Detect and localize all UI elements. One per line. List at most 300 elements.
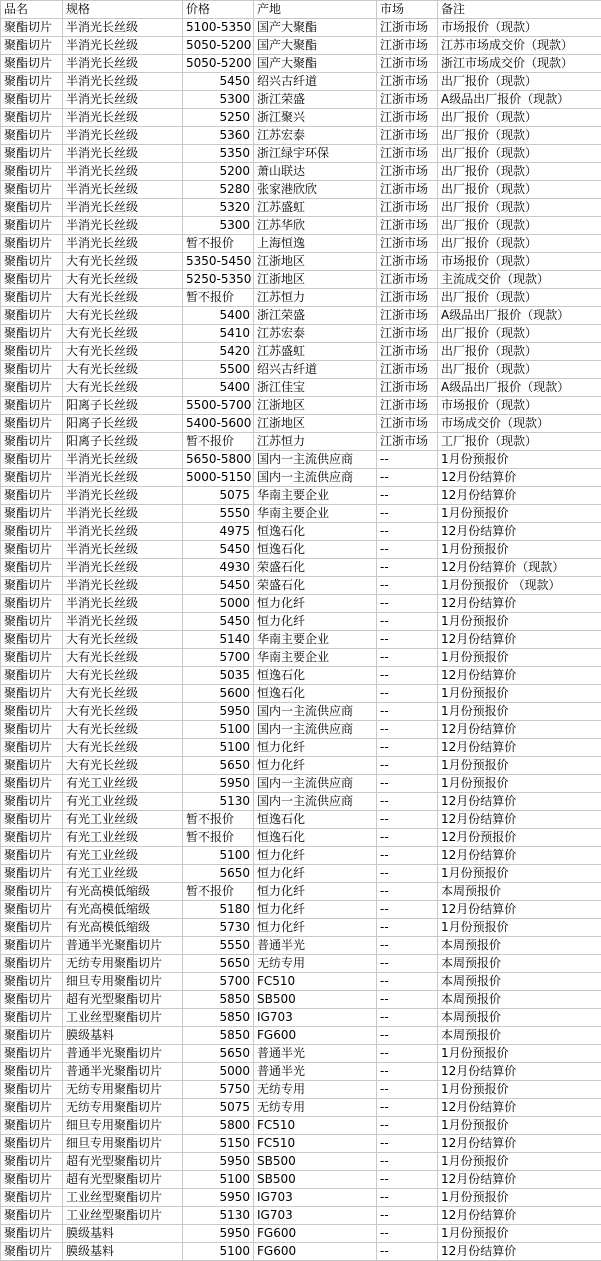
spec-cell: 半消光长丝级 [63,109,183,127]
spec-cell: 有光工业丝级 [63,775,183,793]
market-cell: -- [377,883,438,901]
origin-cell: 国内一主流供应商 [254,703,377,721]
origin-cell: 荣盛石化 [254,559,377,577]
product-name-cell: 聚酯切片 [1,991,63,1009]
spec-cell: 阳离子长丝级 [63,415,183,433]
market-cell: -- [377,1189,438,1207]
table-row [1,451,601,469]
origin-cell: FC510 [254,973,377,991]
product-name-cell: 聚酯切片 [1,703,63,721]
product-name-cell: 聚酯切片 [1,307,63,325]
spec-cell: 普通半光聚酯切片 [63,1063,183,1081]
spec-cell: 半消光长丝级 [63,523,183,541]
spec-cell: 膜级基料 [63,1243,183,1261]
market-cell: -- [377,793,438,811]
spec-cell: 半消光长丝级 [63,595,183,613]
market-cell: -- [377,667,438,685]
market-cell: 江浙市场 [377,19,438,37]
product-name-cell: 聚酯切片 [1,775,63,793]
price-cell: 5150 [183,1135,254,1153]
table-row [1,1135,601,1153]
remark-cell: 浙江市场成交价（现款） [438,55,601,73]
table-row [1,1225,601,1243]
price-cell: 5950 [183,775,254,793]
product-name-cell: 聚酯切片 [1,595,63,613]
origin-cell: 国内一主流供应商 [254,793,377,811]
market-cell: -- [377,649,438,667]
remark-cell: 主流成交价（现款） [438,271,601,289]
origin-cell: 恒逸石化 [254,685,377,703]
table-row [1,523,601,541]
table-row [1,1117,601,1135]
origin-cell: 恒逸石化 [254,523,377,541]
remark-cell: 1月份预报价 [438,649,601,667]
price-cell: 5950 [183,1153,254,1171]
market-cell: -- [377,595,438,613]
spec-cell: 半消光长丝级 [63,55,183,73]
origin-cell: 恒力化纤 [254,739,377,757]
price-cell: 5400 [183,307,254,325]
spec-cell: 阳离子长丝级 [63,433,183,451]
product-name-cell: 聚酯切片 [1,127,63,145]
spec-cell: 半消光长丝级 [63,613,183,631]
price-cell: 5100 [183,847,254,865]
origin-cell: 恒逸石化 [254,811,377,829]
remark-cell: 市场报价（现款） [438,397,601,415]
product-name-cell: 聚酯切片 [1,1081,63,1099]
table-row [1,1081,601,1099]
price-cell: 5140 [183,631,254,649]
spec-cell: 大有光长丝级 [63,721,183,739]
table-row [1,1207,601,1225]
remark-cell: 本周预报价 [438,883,601,901]
product-name-cell: 聚酯切片 [1,1189,63,1207]
spec-cell: 普通半光聚酯切片 [63,937,183,955]
origin-cell: FG600 [254,1243,377,1261]
market-cell: -- [377,523,438,541]
market-cell: 江浙市场 [377,235,438,253]
table-row [1,793,601,811]
price-cell: 5100 [183,721,254,739]
table-row [1,883,601,901]
table-row [1,235,601,253]
table-row [1,361,601,379]
table-row [1,1189,601,1207]
remark-cell: 出厂报价（现款） [438,199,601,217]
table-row [1,181,601,199]
remark-cell: 12月份结算价 [438,1099,601,1117]
remark-cell: 1月份预报价 [438,1153,601,1171]
price-cell: 5350 [183,145,254,163]
market-cell: -- [377,541,438,559]
price-cell: 5730 [183,919,254,937]
market-cell: 江浙市场 [377,433,438,451]
origin-cell: SB500 [254,1171,377,1189]
table-row [1,703,601,721]
table-row [1,937,601,955]
product-name-cell: 聚酯切片 [1,1207,63,1225]
remark-cell: 出厂报价（现款） [438,289,601,307]
remark-cell: 12月份结算价 [438,739,601,757]
product-name-cell: 聚酯切片 [1,541,63,559]
remark-cell: 1月份预报价 [438,1117,601,1135]
spec-cell: 半消光长丝级 [63,19,183,37]
remark-cell: 12月份结算价 [438,1171,601,1189]
spec-cell: 超有光型聚酯切片 [63,1171,183,1189]
price-cell: 5600 [183,685,254,703]
origin-cell: 国内一主流供应商 [254,721,377,739]
origin-cell: 恒逸石化 [254,541,377,559]
product-name-cell: 聚酯切片 [1,577,63,595]
origin-cell: 江浙地区 [254,397,377,415]
spec-cell: 大有光长丝级 [63,703,183,721]
product-name-cell: 聚酯切片 [1,217,63,235]
market-cell: 江浙市场 [377,181,438,199]
origin-cell: 绍兴古纤道 [254,361,377,379]
product-name-cell: 聚酯切片 [1,955,63,973]
origin-cell: 国产大聚酯 [254,55,377,73]
origin-cell: FG600 [254,1027,377,1045]
table-row [1,289,601,307]
price-cell: 5035 [183,667,254,685]
price-cell: 5400 [183,379,254,397]
product-name-cell: 聚酯切片 [1,1135,63,1153]
product-name-cell: 聚酯切片 [1,721,63,739]
market-cell: -- [377,505,438,523]
product-name-cell: 聚酯切片 [1,865,63,883]
table-row [1,1063,601,1081]
market-cell: 江浙市场 [377,253,438,271]
origin-cell: 普通半光 [254,1045,377,1063]
origin-cell: 普通半光 [254,937,377,955]
spec-cell: 大有光长丝级 [63,343,183,361]
price-cell: 暂不报价 [183,433,254,451]
spec-cell: 半消光长丝级 [63,505,183,523]
product-name-cell: 聚酯切片 [1,181,63,199]
price-cell: 5450 [183,613,254,631]
spec-cell: 半消光长丝级 [63,37,183,55]
product-name-cell: 聚酯切片 [1,793,63,811]
origin-cell: 浙江聚兴 [254,109,377,127]
spec-cell: 无纺专用聚酯切片 [63,1081,183,1099]
origin-cell: 恒力化纤 [254,919,377,937]
market-cell: 江浙市场 [377,289,438,307]
price-cell: 5000 [183,595,254,613]
market-cell: 江浙市场 [377,73,438,91]
market-cell: -- [377,1153,438,1171]
table-row [1,649,601,667]
price-cell: 5850 [183,1027,254,1045]
price-cell: 5950 [183,1189,254,1207]
remark-cell: 1月份预报价 [438,505,601,523]
table-row [1,163,601,181]
spec-cell: 半消光长丝级 [63,91,183,109]
product-name-cell: 聚酯切片 [1,451,63,469]
header-product-name: 品名 [1,1,63,19]
header-remark: 备注 [438,1,601,19]
remark-cell: 12月份结算价 [438,667,601,685]
remark-cell: 出厂报价（现款） [438,361,601,379]
market-cell: -- [377,631,438,649]
product-name-cell: 聚酯切片 [1,523,63,541]
table-row [1,613,601,631]
market-cell: 江浙市场 [377,91,438,109]
table-row [1,847,601,865]
remark-cell: 1月份预报价 [438,1189,601,1207]
origin-cell: SB500 [254,991,377,1009]
price-cell: 5410 [183,325,254,343]
product-name-cell: 聚酯切片 [1,1243,63,1261]
spec-cell: 有光工业丝级 [63,865,183,883]
spec-cell: 大有光长丝级 [63,757,183,775]
product-name-cell: 聚酯切片 [1,397,63,415]
table-row [1,1009,601,1027]
price-cell: 5550 [183,505,254,523]
origin-cell: 国内一主流供应商 [254,451,377,469]
spec-cell: 有光高模低缩级 [63,919,183,937]
market-cell: -- [377,757,438,775]
spec-cell: 半消光长丝级 [63,469,183,487]
table-row [1,271,601,289]
market-cell: -- [377,1135,438,1153]
remark-cell: 1月份预报价 [438,757,601,775]
market-cell: -- [377,1081,438,1099]
origin-cell: 江浙地区 [254,415,377,433]
market-cell: -- [377,829,438,847]
remark-cell: 12月份预报价 [438,829,601,847]
origin-cell: 恒力化纤 [254,901,377,919]
product-name-cell: 聚酯切片 [1,289,63,307]
remark-cell: 1月份预报价 [438,613,601,631]
price-cell: 5300 [183,91,254,109]
spec-cell: 半消光长丝级 [63,451,183,469]
table-row [1,433,601,451]
spec-cell: 细旦专用聚酯切片 [63,973,183,991]
product-name-cell: 聚酯切片 [1,973,63,991]
spec-cell: 半消光长丝级 [63,127,183,145]
market-cell: 江浙市场 [377,127,438,145]
price-cell: 5075 [183,487,254,505]
table-row [1,1171,601,1189]
origin-cell: 上海恒逸 [254,235,377,253]
market-cell: -- [377,901,438,919]
price-cell: 暂不报价 [183,289,254,307]
market-cell: 江浙市场 [377,145,438,163]
remark-cell: 1月份预报价 [438,541,601,559]
price-cell: 暂不报价 [183,829,254,847]
remark-cell: 1月份预报价 [438,775,601,793]
product-name-cell: 聚酯切片 [1,469,63,487]
price-cell: 4930 [183,559,254,577]
table-row [1,307,601,325]
spec-cell: 大有光长丝级 [63,289,183,307]
product-name-cell: 聚酯切片 [1,1027,63,1045]
origin-cell: 绍兴古纤道 [254,73,377,91]
price-cell: 5350-5450 [183,253,254,271]
header-spec: 规格 [63,1,183,19]
product-name-cell: 聚酯切片 [1,811,63,829]
table-row [1,1153,601,1171]
spec-cell: 有光工业丝级 [63,829,183,847]
spec-cell: 大有光长丝级 [63,271,183,289]
origin-cell: 江苏宏泰 [254,127,377,145]
product-name-cell: 聚酯切片 [1,145,63,163]
remark-cell: 1月份预报价 [438,703,601,721]
market-cell: -- [377,1027,438,1045]
market-cell: -- [377,559,438,577]
spec-cell: 半消光长丝级 [63,559,183,577]
product-name-cell: 聚酯切片 [1,883,63,901]
product-name-cell: 聚酯切片 [1,325,63,343]
origin-cell: 江苏恒力 [254,433,377,451]
remark-cell: 本周预报价 [438,1009,601,1027]
origin-cell: IG703 [254,1009,377,1027]
spec-cell: 工业丝型聚酯切片 [63,1189,183,1207]
price-cell: 5180 [183,901,254,919]
price-cell: 5300 [183,217,254,235]
table-row [1,505,601,523]
market-cell: 江浙市场 [377,379,438,397]
origin-cell: 江苏盛虹 [254,199,377,217]
table-row [1,199,601,217]
product-name-cell: 聚酯切片 [1,433,63,451]
spec-cell: 半消光长丝级 [63,163,183,181]
origin-cell: 国内一主流供应商 [254,469,377,487]
product-name-cell: 聚酯切片 [1,847,63,865]
remark-cell: A级品出厂报价（现款） [438,379,601,397]
spec-cell: 半消光长丝级 [63,73,183,91]
table-row [1,37,601,55]
price-cell: 5450 [183,541,254,559]
table-row [1,127,601,145]
origin-cell: 江浙地区 [254,253,377,271]
market-cell: 江浙市场 [377,199,438,217]
remark-cell: A级品出厂报价（现款） [438,307,601,325]
remark-cell: 出厂报价（现款） [438,343,601,361]
table-row [1,991,601,1009]
market-cell: 江浙市场 [377,55,438,73]
price-cell: 5500 [183,361,254,379]
market-cell: -- [377,1225,438,1243]
price-cell: 5500-5700 [183,397,254,415]
remark-cell: 12月份结算价 [438,721,601,739]
table-row [1,379,601,397]
remark-cell: 本周预报价 [438,973,601,991]
market-cell: -- [377,865,438,883]
spec-cell: 细旦专用聚酯切片 [63,1135,183,1153]
spec-cell: 大有光长丝级 [63,253,183,271]
table-row [1,217,601,235]
spec-cell: 细旦专用聚酯切片 [63,1117,183,1135]
remark-cell: 1月份预报价 [438,1225,601,1243]
origin-cell: 无纺专用 [254,1099,377,1117]
spec-cell: 大有光长丝级 [63,307,183,325]
price-cell: 5075 [183,1099,254,1117]
table-row [1,739,601,757]
origin-cell: IG703 [254,1207,377,1225]
remark-cell: 12月份结算价 [438,1063,601,1081]
product-name-cell: 聚酯切片 [1,361,63,379]
origin-cell: 江苏华欣 [254,217,377,235]
spec-cell: 半消光长丝级 [63,541,183,559]
price-cell: 5420 [183,343,254,361]
remark-cell: 12月份结算价 [438,847,601,865]
table-row [1,145,601,163]
price-cell: 5130 [183,793,254,811]
table-row [1,253,601,271]
product-name-cell: 聚酯切片 [1,613,63,631]
product-name-cell: 聚酯切片 [1,685,63,703]
market-cell: -- [377,685,438,703]
table-row [1,415,601,433]
product-name-cell: 聚酯切片 [1,415,63,433]
market-cell: 江浙市场 [377,343,438,361]
market-cell: -- [377,991,438,1009]
spec-cell: 半消光长丝级 [63,577,183,595]
table-row [1,919,601,937]
remark-cell: 12月份结算价 [438,811,601,829]
remark-cell: 12月份结算价 [438,901,601,919]
origin-cell: 恒力化纤 [254,883,377,901]
spec-cell: 大有光长丝级 [63,649,183,667]
remark-cell: 出厂报价（现款） [438,163,601,181]
product-name-cell: 聚酯切片 [1,37,63,55]
product-name-cell: 聚酯切片 [1,1225,63,1243]
origin-cell: 华南主要企业 [254,505,377,523]
remark-cell: A级品出厂报价（现款） [438,91,601,109]
spec-cell: 膜级基料 [63,1027,183,1045]
price-cell: 5450 [183,73,254,91]
table-row [1,775,601,793]
market-cell: -- [377,1063,438,1081]
remark-cell: 市场成交价（现款） [438,415,601,433]
spec-cell: 有光高模低缩级 [63,883,183,901]
origin-cell: IG703 [254,1189,377,1207]
origin-cell: 华南主要企业 [254,487,377,505]
remark-cell: 出厂报价（现款） [438,109,601,127]
market-cell: -- [377,487,438,505]
product-name-cell: 聚酯切片 [1,1063,63,1081]
spec-cell: 有光工业丝级 [63,811,183,829]
price-cell: 5320 [183,199,254,217]
price-cell: 5130 [183,1207,254,1225]
table-row [1,91,601,109]
market-cell: -- [377,577,438,595]
remark-cell: 出厂报价（现款） [438,145,601,163]
product-name-cell: 聚酯切片 [1,757,63,775]
spec-cell: 大有光长丝级 [63,739,183,757]
remark-cell: 1月份预报价 [438,865,601,883]
table-row [1,811,601,829]
price-cell: 暂不报价 [183,811,254,829]
price-cell: 5280 [183,181,254,199]
market-cell: -- [377,919,438,937]
product-name-cell: 聚酯切片 [1,73,63,91]
origin-cell: SB500 [254,1153,377,1171]
price-cell: 5000 [183,1063,254,1081]
table-row [1,973,601,991]
price-cell: 5250 [183,109,254,127]
spec-cell: 膜级基料 [63,1225,183,1243]
table-row [1,559,601,577]
table-row [1,631,601,649]
remark-cell: 出厂报价（现款） [438,235,601,253]
market-cell: -- [377,1009,438,1027]
origin-cell: 浙江佳宝 [254,379,377,397]
remark-cell: 12月份结算价 [438,1135,601,1153]
price-cell: 5100 [183,1171,254,1189]
product-name-cell: 聚酯切片 [1,919,63,937]
